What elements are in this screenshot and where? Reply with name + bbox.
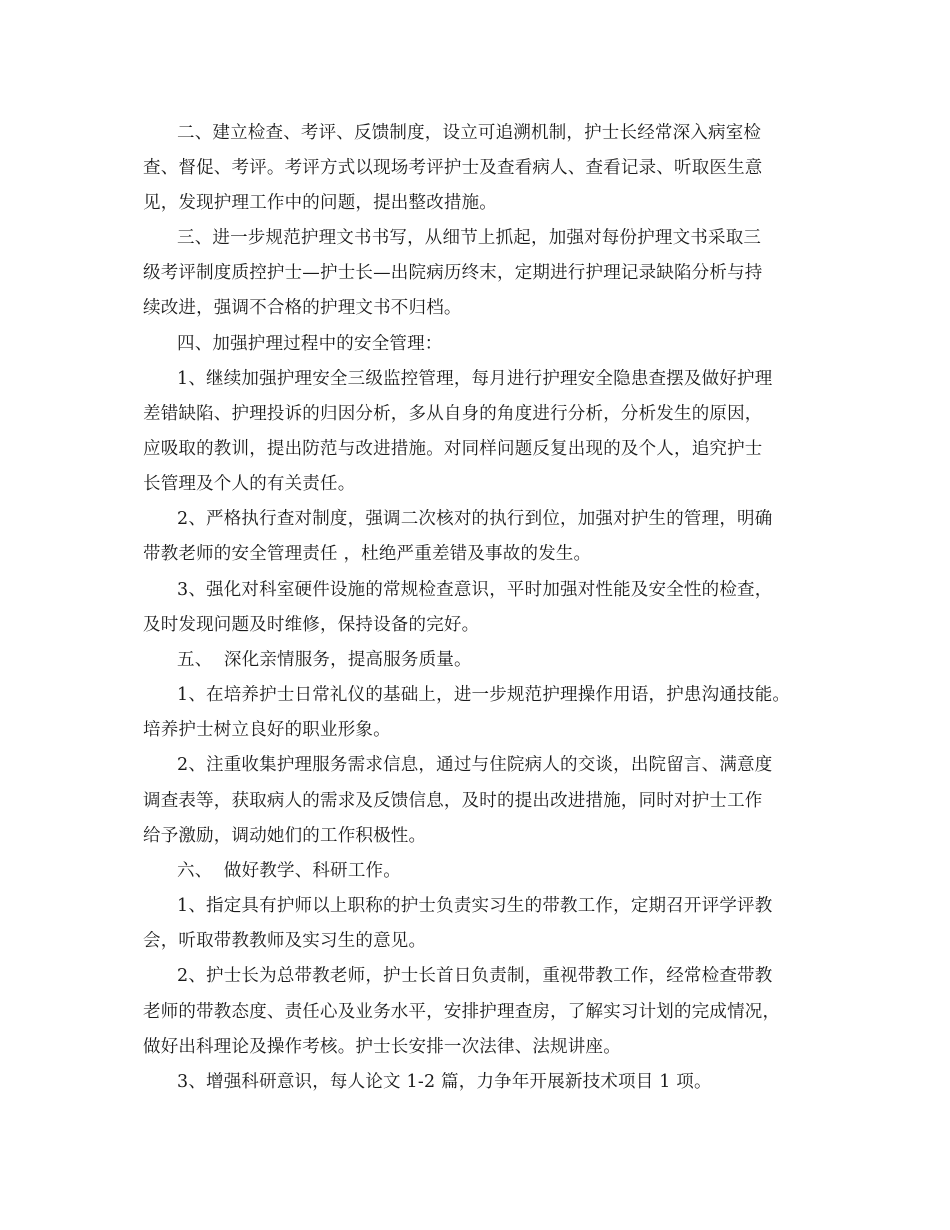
item-4-3-line-1: 3、强化对科室硬件设施的常规检查意识，平时加强对性能及安全性的检查， xyxy=(177,580,773,600)
item-4-1-line-3: 应吸取的教训，提出防范与改进措施。对同样问题反复出现的及个人，追究护士 xyxy=(143,439,763,459)
item-5-1-line-1: 1、在培养护士日常礼仪的基础上，进一步规范护理操作用语，护患沟通技能。 xyxy=(177,685,791,705)
paragraph-2-line-2: 查、督促、考评。考评方式以现场考评护士及查看病人、查看记录、听取医生意 xyxy=(143,158,763,178)
item-5-1-line-2: 培养护士树立良好的职业形象。 xyxy=(143,720,391,740)
paragraph-3-line-3: 续改进，强调不合格的护理文书不归档。 xyxy=(143,298,462,318)
section-4-heading: 四、加强护理过程中的安全管理： xyxy=(177,334,443,354)
item-5-2-line-1: 2、注重收集护理服务需求信息，通过与住院病人的交谈，出院留言、满意度 xyxy=(177,755,773,775)
item-4-1-line-2: 差错缺陷、护理投诉的归因分析，多从自身的角度进行分析，分析发生的原因， xyxy=(143,404,763,424)
item-6-1-line-1: 1、指定具有护师以上职称的护士负责实习生的带教工作，定期召开评学评教 xyxy=(177,896,773,916)
paragraph-3-line-2: 级考评制度质控护士—护士长—出院病历终末，定期进行护理记录缺陷分析与持 xyxy=(143,263,763,283)
paragraph-2-line-3: 见，发现护理工作中的问题，提出整改措施。 xyxy=(143,193,497,213)
item-6-3-line-1: 3、增强科研意识，每人论文 1-2 篇，力争年开展新技术项目 1 项。 xyxy=(177,1072,712,1092)
item-6-2-line-2: 老师的带教态度、责任心及业务水平，安排护理查房，了解实习计划的完成情况， xyxy=(143,1002,781,1022)
item-4-1-line-1: 1、继续加强护理安全三级监控管理，每月进行护理安全隐患查摆及做好护理 xyxy=(177,369,773,389)
paragraph-2-line-1: 二、建立检查、考评、反馈制度，设立可追溯机制，护士长经常深入病室检 xyxy=(177,123,762,143)
section-6-heading: 六、 做好教学、科研工作。 xyxy=(177,861,401,881)
section-5-heading: 五、 深化亲情服务，提高服务质量。 xyxy=(177,650,472,670)
item-4-2-line-2: 带教老师的安全管理责任 ，杜绝严重差错及事故的发生。 xyxy=(143,544,592,564)
item-4-2-line-1: 2、严格执行查对制度，强调二次核对的执行到位，加强对护生的管理，明确 xyxy=(177,509,773,529)
item-4-3-line-2: 及时发现问题及时维修，保持设备的完好。 xyxy=(143,615,480,635)
item-4-1-line-4: 长管理及个人的有关责任。 xyxy=(143,474,356,494)
item-6-2-line-3: 做好出科理论及操作考核。护士长安排一次法律、法规讲座。 xyxy=(143,1037,621,1057)
item-6-2-line-1: 2、护士长为总带教老师，护士长首日负责制，重视带教工作，经常检查带教 xyxy=(177,966,773,986)
item-5-2-line-2: 调查表等，获取病人的需求及反馈信息，及时的提出改进措施，同时对护士工作 xyxy=(143,791,763,811)
item-6-1-line-2: 会，听取带教教师及实习生的意见。 xyxy=(143,931,427,951)
item-5-2-line-3: 给予激励，调动她们的工作积极性。 xyxy=(143,826,427,846)
paragraph-3-line-1: 三、进一步规范护理文书书写，从细节上抓起，加强对每份护理文书采取三 xyxy=(177,228,762,248)
